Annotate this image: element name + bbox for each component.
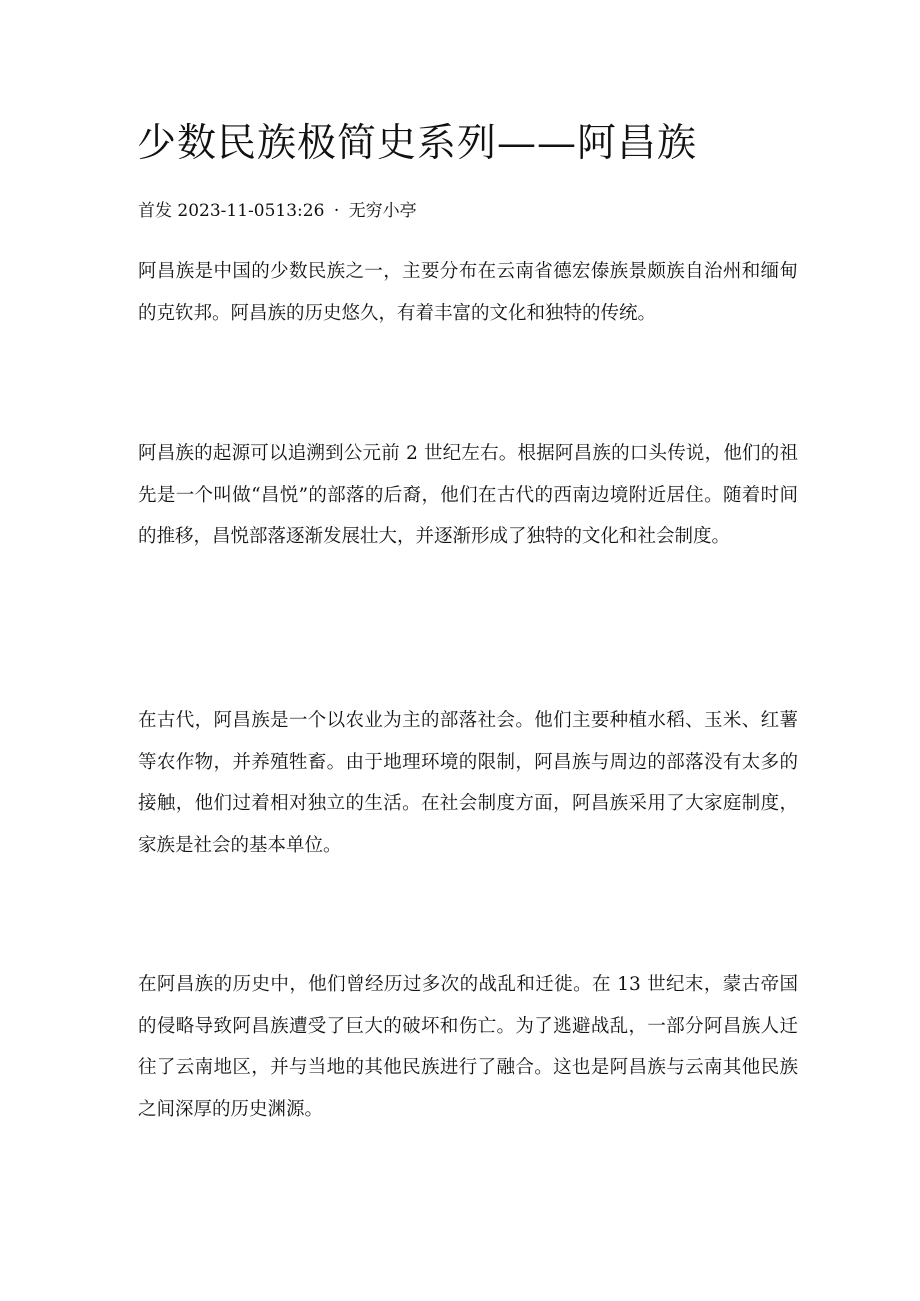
paragraph-3: 在古代，阿昌族是一个以农业为主的部落社会。他们主要种植水稻、玉米、红薯等农作物，并养殖牲畜。由于地理环境的限制，阿昌族与周边的部落没有太多的接触，他们过着相对独立的生活。在社会制度方面，阿昌族采用了大家庭制度，家族是社会的基本单位。 <box>138 710 798 856</box>
publish-label: 首发 <box>138 201 172 221</box>
article-meta <box>138 198 417 224</box>
paragraph-1: 阿昌族是中国的少数民族之一，主要分布在云南省德宏傣族景颇族自治州和缅甸的克钦邦。阿昌族的历史悠久，有着丰富的文化和独特的传统。 <box>138 261 798 324</box>
publish-datetime: 2023-11-0513:26 <box>177 201 325 221</box>
paragraph-4: 在阿昌族的历史中，他们曾经历过多次的战乱和迁徙。在 13 世纪末，蒙古帝国的侵略导致阿昌族遭受了巨大的破坏和伤亡。为了逃避战乱，一部分阿昌族人迁往了云南地区，并与当地的其他民族进行了融合。这也是阿昌族与云南其他民族之间深厚的历史渊源。 <box>138 974 798 1120</box>
author-name: 无穷小亭 <box>348 201 417 221</box>
paragraph-2: 阿昌族的起源可以追溯到公元前 2 世纪左右。根据阿昌族的口头传说，他们的祖先是一个叫做“昌悦”的部落的后裔，他们在古代的西南边境附近居住。随着时间的推移，昌悦部落逐渐发展壮大，并逐渐形成了独特的文化和社会制度。 <box>138 443 798 547</box>
article-title: 少数民族极简史系列——阿昌族 <box>137 121 698 166</box>
meta-separator: · <box>333 201 340 221</box>
